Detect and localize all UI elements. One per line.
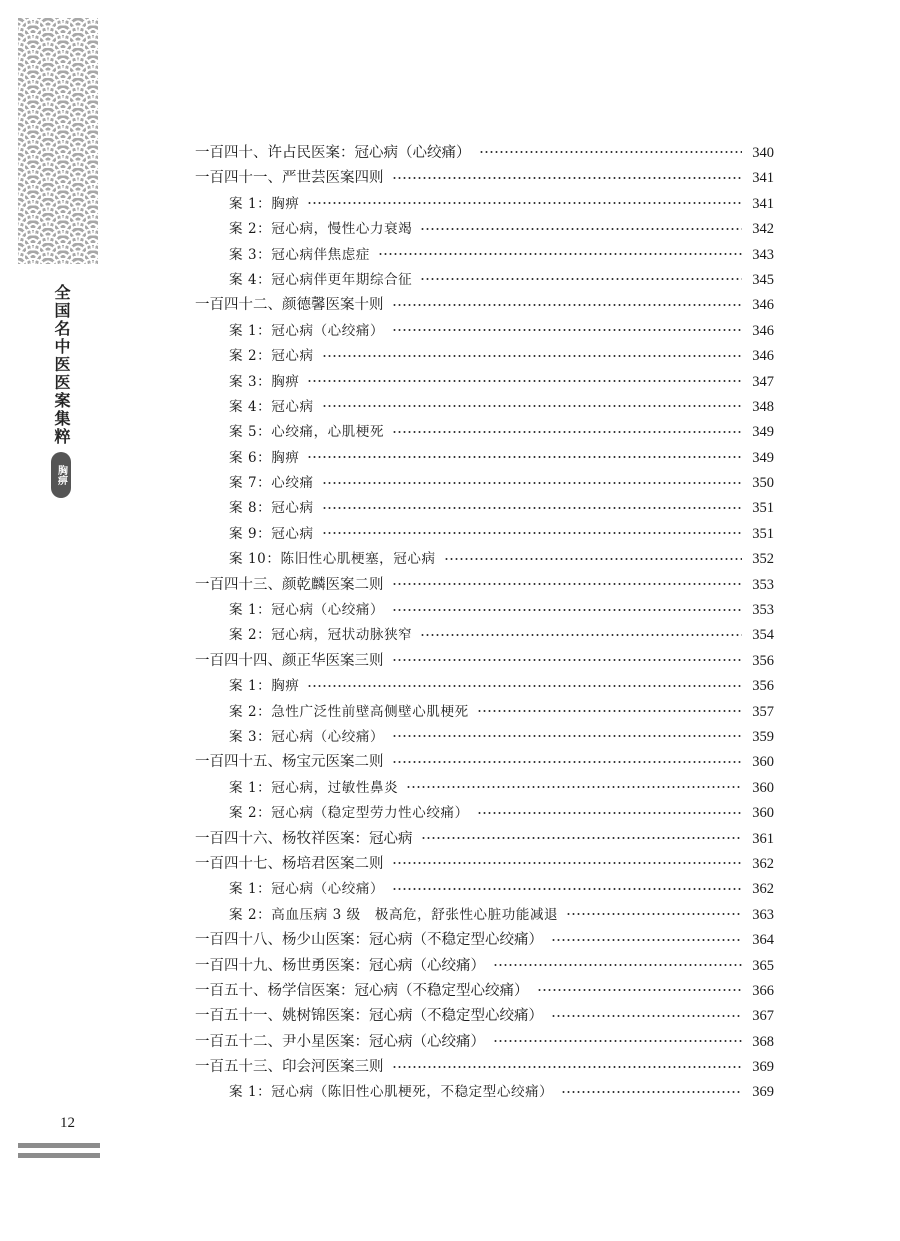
- toc-entry-title: 一百四十五、杨宝元医案二则: [195, 754, 384, 771]
- toc-case-entry[interactable]: [195, 725, 774, 750]
- toc-entry-title: 一百五十、杨学信医案：冠心病（不稳定型心绞痛）: [195, 982, 529, 999]
- toc-case-entry[interactable]: [195, 547, 774, 572]
- toc-entry-page: 346: [752, 322, 774, 339]
- toc-entry-title: 案 1：冠心病（心绞痛）: [229, 881, 385, 898]
- toc-entry-page: 365: [752, 957, 774, 974]
- dot-leader: [392, 168, 743, 183]
- toc-case-entry[interactable]: [195, 496, 774, 521]
- table-of-contents: [195, 141, 774, 1106]
- toc-entry-page: 363: [752, 906, 774, 923]
- dot-leader: [477, 803, 742, 818]
- volume-badge: 胸痹: [51, 452, 71, 498]
- dot-leader: [392, 422, 742, 437]
- dot-leader: [477, 701, 742, 716]
- toc-entry-title: 案 4：冠心病伴更年期综合征: [229, 271, 413, 288]
- toc-entry-title: 案 1：冠心病（心绞痛）: [229, 322, 385, 339]
- toc-entry-page: 345: [752, 271, 774, 288]
- dot-leader: [420, 625, 742, 640]
- toc-entry-title: 一百四十八、杨少山医案：冠心病（不稳定型心绞痛）: [195, 932, 543, 949]
- dot-leader: [421, 828, 743, 843]
- toc-entry-title: 一百四十四、颜正华医案三则: [195, 652, 384, 669]
- toc-entry-page: 366: [752, 982, 774, 999]
- toc-case-entry[interactable]: [195, 268, 774, 293]
- toc-entry-title: 案 3：胸痹: [229, 373, 300, 390]
- dot-leader: [378, 244, 742, 259]
- book-spine-label: [49, 284, 73, 498]
- toc-chapter-entry[interactable]: [195, 649, 774, 674]
- toc-chapter-entry[interactable]: [195, 1030, 774, 1055]
- toc-entry-page: 342: [752, 221, 774, 238]
- toc-case-entry[interactable]: [195, 471, 774, 496]
- decorative-wave-panel: [18, 18, 98, 264]
- dot-leader: [420, 269, 742, 284]
- toc-chapter-entry[interactable]: [195, 166, 774, 191]
- toc-entry-title: 案 5：心绞痛，心肌梗死: [229, 424, 385, 441]
- toc-entry-title: 一百五十一、姚树锦医案：冠心病（不稳定型心绞痛）: [195, 1008, 543, 1025]
- toc-entry-page: 369: [752, 1059, 774, 1076]
- toc-entry-title: 案 3：冠心病伴焦虑症: [229, 246, 370, 263]
- toc-case-entry[interactable]: [195, 598, 774, 623]
- toc-chapter-entry[interactable]: [195, 141, 774, 166]
- toc-entry-title: 案 1：冠心病（陈旧性心肌梗死，不稳定型心绞痛）: [229, 1084, 554, 1101]
- toc-entry-title: 一百四十、许占民医案：冠心病（心绞痛）: [195, 145, 471, 161]
- toc-entry-title: 一百四十二、颜德馨医案十则: [195, 297, 384, 314]
- toc-entry-page: 360: [752, 754, 774, 771]
- toc-entry-page: 362: [752, 881, 774, 898]
- toc-entry-page: 360: [752, 779, 774, 796]
- dot-leader: [406, 777, 742, 792]
- toc-case-entry[interactable]: [195, 903, 774, 928]
- toc-entry-title: 一百五十二、尹小星医案：冠心病（心绞痛）: [195, 1033, 485, 1050]
- toc-entry-page: 346: [752, 297, 774, 314]
- toc-chapter-entry[interactable]: [195, 750, 774, 775]
- dot-leader: [322, 473, 742, 488]
- toc-case-entry[interactable]: [195, 344, 774, 369]
- page-number: 12: [60, 1115, 75, 1131]
- toc-entry-page: 369: [752, 1084, 774, 1101]
- toc-entry-page: 362: [752, 855, 774, 872]
- toc-entry-page: 364: [752, 932, 774, 949]
- dot-leader: [551, 1006, 742, 1021]
- dot-leader: [392, 295, 743, 310]
- dot-leader: [392, 320, 742, 335]
- dot-leader: [537, 980, 743, 995]
- toc-case-entry[interactable]: [195, 370, 774, 395]
- toc-entry-title: 一百四十六、杨牧祥医案：冠心病: [195, 830, 413, 847]
- toc-chapter-entry[interactable]: [195, 1055, 774, 1080]
- toc-case-entry[interactable]: [195, 217, 774, 242]
- dot-leader: [392, 600, 742, 615]
- toc-entry-page: 367: [752, 1008, 774, 1025]
- toc-chapter-entry[interactable]: [195, 852, 774, 877]
- dot-leader: [479, 143, 743, 158]
- toc-chapter-entry[interactable]: [195, 573, 774, 598]
- toc-case-entry[interactable]: [195, 623, 774, 648]
- dot-leader: [493, 1031, 742, 1046]
- dot-leader: [392, 650, 743, 665]
- toc-entry-page: 354: [752, 627, 774, 644]
- dot-leader: [322, 346, 742, 361]
- toc-entry-title: 案 4：冠心病: [229, 398, 314, 415]
- dot-leader: [392, 853, 743, 868]
- toc-entry-title: 一百五十三、印会河医案三则: [195, 1059, 384, 1076]
- toc-chapter-entry[interactable]: [195, 979, 774, 1004]
- toc-entry-title: 案 2：高血压病 3 级 极高危，舒张性心脏功能减退: [229, 906, 559, 923]
- dot-leader: [307, 676, 742, 691]
- dot-leader: [444, 549, 742, 564]
- dot-leader: [561, 1082, 742, 1097]
- toc-entry-page: 348: [752, 398, 774, 415]
- toc-entry-title: 案 3：冠心病（心绞痛）: [229, 728, 385, 745]
- toc-entry-page: 351: [752, 500, 774, 517]
- toc-entry-title: 案 2：冠心病，冠状动脉狭窄: [229, 627, 413, 644]
- toc-entry-page: 350: [752, 475, 774, 492]
- toc-chapter-entry[interactable]: [195, 1004, 774, 1029]
- toc-case-entry[interactable]: [195, 776, 774, 801]
- toc-entry-title: 案 2：冠心病，慢性心力衰竭: [229, 221, 413, 238]
- toc-entry-page: 352: [752, 551, 774, 568]
- toc-entry-page: 353: [752, 602, 774, 619]
- toc-entry-title: 一百四十七、杨培君医案二则: [195, 855, 384, 872]
- toc-entry-title: 案 1：胸痹: [229, 195, 300, 212]
- dot-leader: [322, 498, 742, 513]
- dot-leader: [322, 523, 742, 538]
- toc-case-entry[interactable]: [195, 700, 774, 725]
- toc-entry-title: 案 2：冠心病（稳定型劳力性心绞痛）: [229, 805, 469, 822]
- toc-entry-title: 案 6：胸痹: [229, 449, 300, 466]
- dot-leader: [392, 1057, 743, 1072]
- toc-entry-title: 案 2：急性广泛性前壁高侧壁心肌梗死: [229, 703, 469, 720]
- dot-leader: [307, 371, 742, 386]
- toc-entry-title: 一百四十九、杨世勇医案：冠心病（心绞痛）: [195, 957, 485, 974]
- toc-entry-page: 343: [752, 246, 774, 263]
- toc-entry-page: 347: [752, 373, 774, 390]
- toc-case-entry[interactable]: [195, 522, 774, 547]
- toc-case-entry[interactable]: [195, 877, 774, 902]
- toc-case-entry[interactable]: [195, 192, 774, 217]
- toc-case-entry[interactable]: [195, 674, 774, 699]
- toc-chapter-entry[interactable]: [195, 954, 774, 979]
- toc-chapter-entry[interactable]: [195, 928, 774, 953]
- toc-entry-page: 340: [752, 145, 774, 161]
- toc-case-entry[interactable]: [195, 319, 774, 344]
- toc-entry-page: 357: [752, 703, 774, 720]
- toc-case-entry[interactable]: [195, 801, 774, 826]
- toc-entry-page: 361: [752, 830, 774, 847]
- dot-leader: [392, 726, 742, 741]
- toc-case-entry[interactable]: [195, 243, 774, 268]
- toc-entry-page: 368: [752, 1033, 774, 1050]
- toc-entry-page: 349: [752, 424, 774, 441]
- toc-entry-page: 349: [752, 449, 774, 466]
- footer-decoration: [18, 1143, 100, 1163]
- toc-entry-page: 353: [752, 576, 774, 593]
- toc-case-entry[interactable]: [195, 395, 774, 420]
- footer-bar: [18, 1153, 100, 1158]
- toc-entry-title: 案 2：冠心病: [229, 348, 314, 365]
- toc-entry-page: 360: [752, 805, 774, 822]
- footer-bar: [18, 1143, 100, 1148]
- dot-leader: [551, 930, 742, 945]
- toc-entry-title: 一百四十一、严世芸医案四则: [195, 170, 384, 187]
- toc-entry-title: 案 7：心绞痛: [229, 475, 314, 492]
- toc-entry-page: 341: [752, 170, 774, 187]
- toc-entry-title: 案 9：冠心病: [229, 525, 314, 542]
- toc-chapter-entry[interactable]: [195, 293, 774, 318]
- toc-case-entry[interactable]: [195, 1080, 774, 1105]
- toc-entry-page: 346: [752, 348, 774, 365]
- dot-leader: [392, 574, 743, 589]
- toc-entry-title: 案 1：冠心病（心绞痛）: [229, 602, 385, 619]
- toc-entry-title: 案 1：胸痹: [229, 678, 300, 695]
- dot-leader: [392, 752, 743, 767]
- dot-leader: [307, 193, 742, 208]
- toc-entry-title: 案 10：陈旧性心肌梗塞，冠心病: [229, 551, 436, 568]
- toc-entry-page: 341: [752, 195, 774, 212]
- dot-leader: [392, 879, 742, 894]
- toc-entry-page: 356: [752, 678, 774, 695]
- toc-entry-page: 359: [752, 728, 774, 745]
- dot-leader: [493, 955, 742, 970]
- dot-leader: [566, 904, 742, 919]
- dot-leader: [307, 447, 742, 462]
- toc-entry-title: 案 8：冠心病: [229, 500, 314, 517]
- dot-leader: [420, 219, 742, 234]
- toc-entry-page: 356: [752, 652, 774, 669]
- toc-entry-page: 351: [752, 525, 774, 542]
- toc-entry-title: 一百四十三、颜乾麟医案二则: [195, 576, 384, 593]
- dot-leader: [322, 396, 742, 411]
- toc-chapter-entry[interactable]: [195, 827, 774, 852]
- toc-case-entry[interactable]: [195, 446, 774, 471]
- toc-case-entry[interactable]: [195, 420, 774, 445]
- toc-entry-title: 案 1：冠心病，过敏性鼻炎: [229, 779, 399, 796]
- book-title: 全国名中医医案集粹: [52, 284, 71, 446]
